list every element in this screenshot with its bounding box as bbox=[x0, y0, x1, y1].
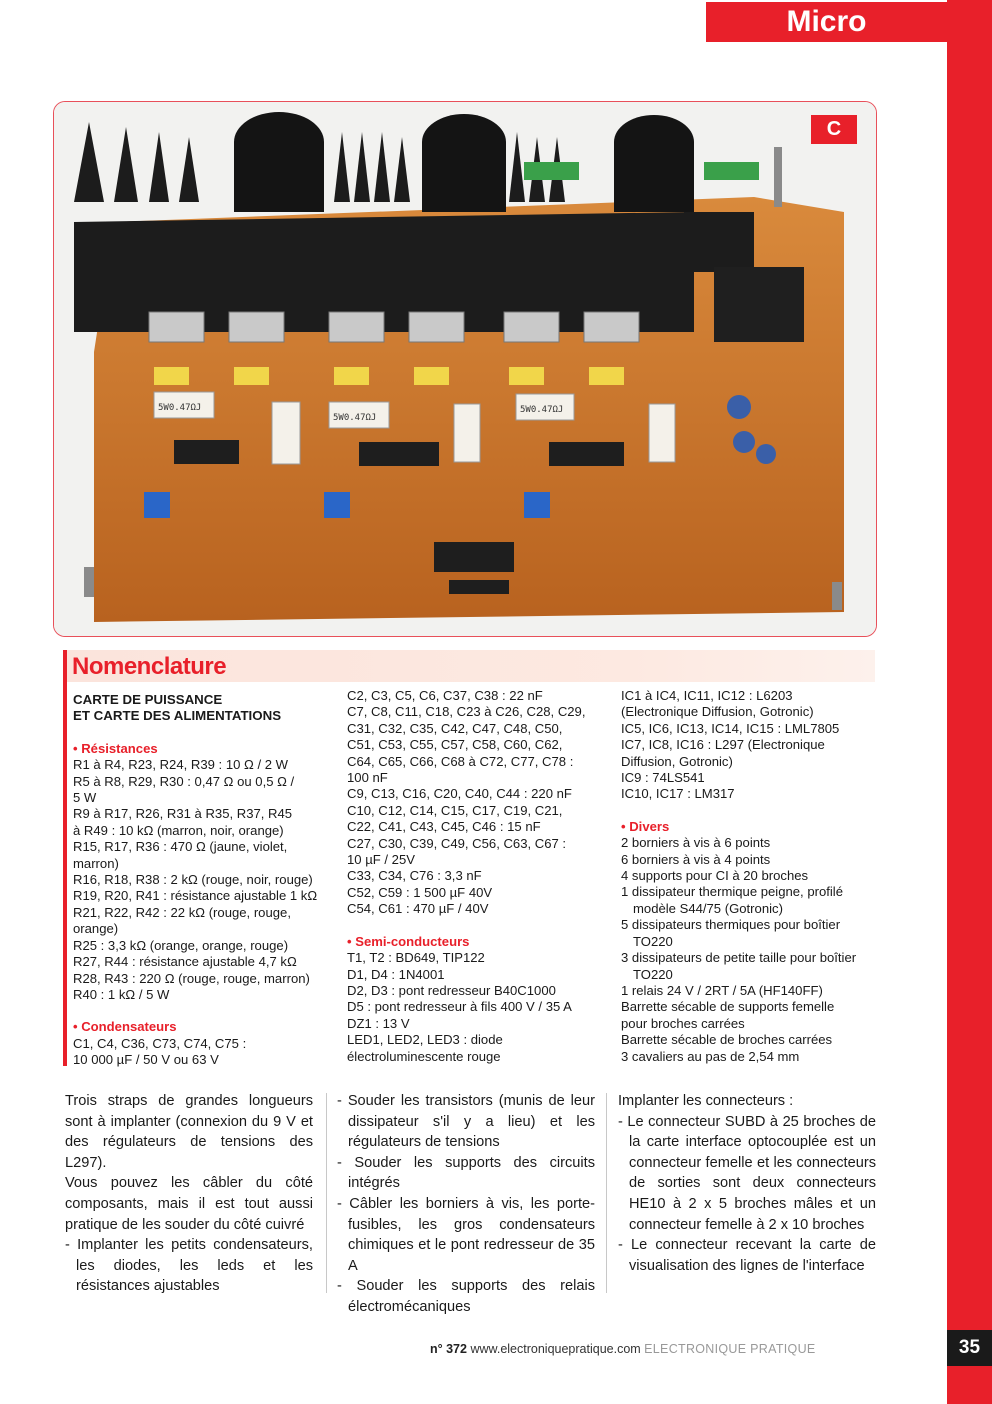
nomenclature-column-2 bbox=[347, 688, 607, 1065]
category-heading: • Condensateurs bbox=[73, 1019, 177, 1035]
parts-line: Barrette sécable de broches carrées bbox=[621, 1032, 833, 1048]
parts-line: R27, R44 : résistance ajustable 4,7 kΩ bbox=[73, 954, 297, 970]
parts-line: orange) bbox=[73, 921, 119, 937]
parts-line: 10 µF / 25V bbox=[347, 852, 415, 868]
pcb-photo bbox=[53, 101, 877, 637]
parts-line: C2, C3, C5, C6, C37, C38 : 22 nF bbox=[347, 688, 543, 703]
paragraph: Trois straps de grandes longueurs sont à implanter (connexion du 9 V et des régulateurs de tensions des L297). bbox=[65, 1093, 313, 1171]
nomenclature-accent-bar bbox=[63, 650, 67, 1066]
parts-line: R5 à R8, R29, R30 : 0,47 Ω ou 0,5 Ω / bbox=[73, 773, 295, 789]
paragraph: Vous pouvez les câbler du côté composants, mais il est tout aussi pratique de les souder du côté cuivré bbox=[65, 1175, 313, 1233]
parts-line: (Electronique Diffusion, Gotronic) bbox=[621, 704, 814, 720]
parts-line: D2, D3 : pont redresseur B40C1000 bbox=[347, 982, 556, 998]
paragraph: - Souder les supports des relais électromécaniques bbox=[337, 1278, 595, 1315]
parts-line: TO220 bbox=[633, 933, 673, 949]
paragraph: - Le connecteur SUBD à 25 broches de la carte interface optocouplée est un connecteur femelle et les connecteurs de sorties sont deux connecteurs HE10 à 2 x 5 broches mâles et un connecteur femelle à 2 x 10 broches bbox=[618, 1113, 876, 1233]
parts-line: C54, C61 : 470 µF / 40V bbox=[347, 901, 489, 917]
paragraph: - Souder les supports des circuits intégrés bbox=[337, 1154, 595, 1192]
parts-line: C51, C53, C55, C57, C58, C60, C62, bbox=[347, 737, 563, 753]
figure-badge: C bbox=[811, 115, 857, 144]
parts-line: R19, R20, R41 : résistance ajustable 1 kΩ bbox=[73, 888, 318, 904]
paragraph: - Implanter les petits condensateurs, les diodes, les leds et les résistances ajustables bbox=[65, 1237, 313, 1295]
paragraph: Implanter les connecteurs : bbox=[618, 1093, 794, 1109]
parts-line: C33, C34, C76 : 3,3 nF bbox=[347, 868, 482, 884]
page-edge-bar bbox=[947, 0, 992, 1404]
parts-line: R9 à R17, R26, R31 à R35, R37, R45 bbox=[73, 806, 293, 822]
section-tab: Micro bbox=[706, 2, 947, 42]
parts-line: C27, C30, C39, C49, C56, C63, C67 : bbox=[347, 835, 567, 851]
parts-line: 5 W bbox=[73, 790, 97, 806]
parts-line: R25 : 3,3 kΩ (orange, orange, rouge) bbox=[73, 937, 289, 953]
subheading: ET CARTE DES ALIMENTATIONS bbox=[73, 708, 282, 724]
parts-line: C52, C59 : 1 500 µF 40V bbox=[347, 884, 493, 900]
parts-line: R28, R43 : 220 Ω (rouge, rouge, marron) bbox=[73, 970, 310, 986]
parts-line: C31, C32, C35, C42, C47, C48, C50, bbox=[347, 720, 563, 736]
category-heading: • Résistances bbox=[73, 740, 158, 756]
body-column-3 bbox=[618, 1091, 876, 1276]
parts-line: IC10, IC17 : LM317 bbox=[621, 786, 735, 802]
parts-line: R40 : 1 kΩ / 5 W bbox=[73, 986, 170, 1002]
parts-line: T1, T2 : BD649, TIP122 bbox=[347, 950, 485, 966]
page-footer bbox=[430, 1342, 816, 1356]
resistor-label: 5W0.47ΩJ bbox=[333, 413, 377, 423]
subheading: CARTE DE PUISSANCE bbox=[73, 692, 223, 707]
parts-line: TO220 bbox=[633, 966, 673, 982]
column-divider bbox=[326, 1093, 327, 1293]
parts-line: C64, C65, C66, C68 à C72, C77, C78 : bbox=[347, 753, 574, 769]
parts-line: à R49 : 10 kΩ (marron, noir, orange) bbox=[73, 822, 284, 838]
nomenclature-title: Nomenclature bbox=[72, 653, 227, 680]
parts-line: 2 borniers à vis à 6 points bbox=[621, 835, 771, 851]
parts-line: DZ1 : 13 V bbox=[347, 1015, 410, 1031]
paragraph: - Câbler les borniers à vis, les porte-fusibles, les gros condensateurs chimiques et le pont redresseur de 35 A bbox=[337, 1195, 595, 1274]
parts-line: 6 borniers à vis à 4 points bbox=[621, 851, 771, 867]
parts-line: électroluminescente rouge bbox=[347, 1048, 501, 1064]
parts-line: Diffusion, Gotronic) bbox=[621, 753, 733, 769]
parts-line: C1, C4, C36, C73, C74, C75 : bbox=[73, 1035, 247, 1051]
parts-line: 1 dissipateur thermique peigne, profilé bbox=[621, 884, 843, 900]
parts-line: D1, D4 : 1N4001 bbox=[347, 966, 445, 982]
parts-line: modèle S44/75 (Gotronic) bbox=[633, 900, 783, 916]
parts-line: C9, C13, C16, C20, C40, C44 : 220 nF bbox=[347, 786, 572, 802]
nomenclature-column-3 bbox=[621, 688, 881, 1065]
parts-line: C7, C8, C11, C18, C23 à C26, C28, C29, bbox=[347, 704, 586, 720]
parts-line: 100 nF bbox=[347, 770, 388, 786]
paragraph: - Souder les transistors (munis de leur dissipateur s'il y a lieu) et les régulateurs de tensions bbox=[337, 1093, 595, 1151]
parts-line: 5 dissipateurs thermiques pour boîtier bbox=[621, 917, 841, 933]
relay bbox=[714, 267, 804, 342]
page-number: 35 bbox=[947, 1330, 992, 1366]
parts-line: IC9 : 74LS541 bbox=[621, 770, 705, 786]
parts-line: marron) bbox=[73, 855, 119, 871]
publication-name: ELECTRONIQUE PRATIQUE bbox=[644, 1342, 816, 1356]
parts-line: 10 000 µF / 50 V ou 63 V bbox=[73, 1052, 219, 1068]
parts-line: R1 à R4, R23, R24, R39 : 10 Ω / 2 W bbox=[73, 757, 289, 773]
electrolytic-capacitors bbox=[234, 112, 694, 212]
parts-line: R15, R17, R36 : 470 Ω (jaune, violet, bbox=[73, 839, 288, 855]
category-heading: • Divers bbox=[621, 818, 670, 834]
parts-line: Barrette sécable de supports femelle bbox=[621, 999, 835, 1015]
resistor-label: 5W0.47ΩJ bbox=[520, 405, 564, 415]
parts-line: 4 supports pour CI à 20 broches bbox=[621, 868, 809, 884]
parts-line: 3 cavaliers au pas de 2,54 mm bbox=[621, 1048, 800, 1064]
parts-line: R16, R18, R38 : 2 kΩ (rouge, noir, rouge) bbox=[73, 872, 313, 888]
pcb-illustration bbox=[54, 102, 876, 636]
parts-line: 3 dissipateurs de petite taille pour boîtier bbox=[621, 950, 857, 966]
column-divider bbox=[606, 1093, 607, 1293]
category-heading: • Semi-conducteurs bbox=[347, 933, 470, 949]
parts-line: 1 relais 24 V / 2RT / 5A (HF140FF) bbox=[621, 982, 823, 998]
parts-line: IC1 à IC4, IC11, IC12 : L6203 bbox=[621, 688, 793, 703]
parts-line: D5 : pont redresseur à fils 400 V / 35 A bbox=[347, 999, 572, 1015]
parts-line: pour broches carrées bbox=[621, 1015, 745, 1031]
parts-line: LED1, LED2, LED3 : diode bbox=[347, 1032, 503, 1048]
parts-line: IC5, IC6, IC13, IC14, IC15 : LML7805 bbox=[621, 720, 840, 736]
parts-line: C10, C12, C14, C15, C17, C19, C21, bbox=[347, 802, 563, 818]
issue-number: n° 372 bbox=[430, 1342, 467, 1356]
parts-line: C22, C41, C43, C45, C46 : 15 nF bbox=[347, 819, 541, 835]
paragraph: - Le connecteur recevant la carte de visualisation des lignes de l'interface bbox=[618, 1237, 876, 1274]
parts-line: R21, R22, R42 : 22 kΩ (rouge, rouge, bbox=[73, 904, 291, 920]
resistor-label: 5W0.47ΩJ bbox=[158, 403, 202, 413]
body-column-2 bbox=[337, 1091, 595, 1318]
website-link[interactable]: www.electroniquepratique.com bbox=[470, 1342, 641, 1356]
nomenclature-column-1 bbox=[73, 692, 338, 1069]
parts-line: IC7, IC8, IC16 : L297 (Electronique bbox=[621, 737, 825, 753]
body-column-1 bbox=[65, 1091, 313, 1297]
